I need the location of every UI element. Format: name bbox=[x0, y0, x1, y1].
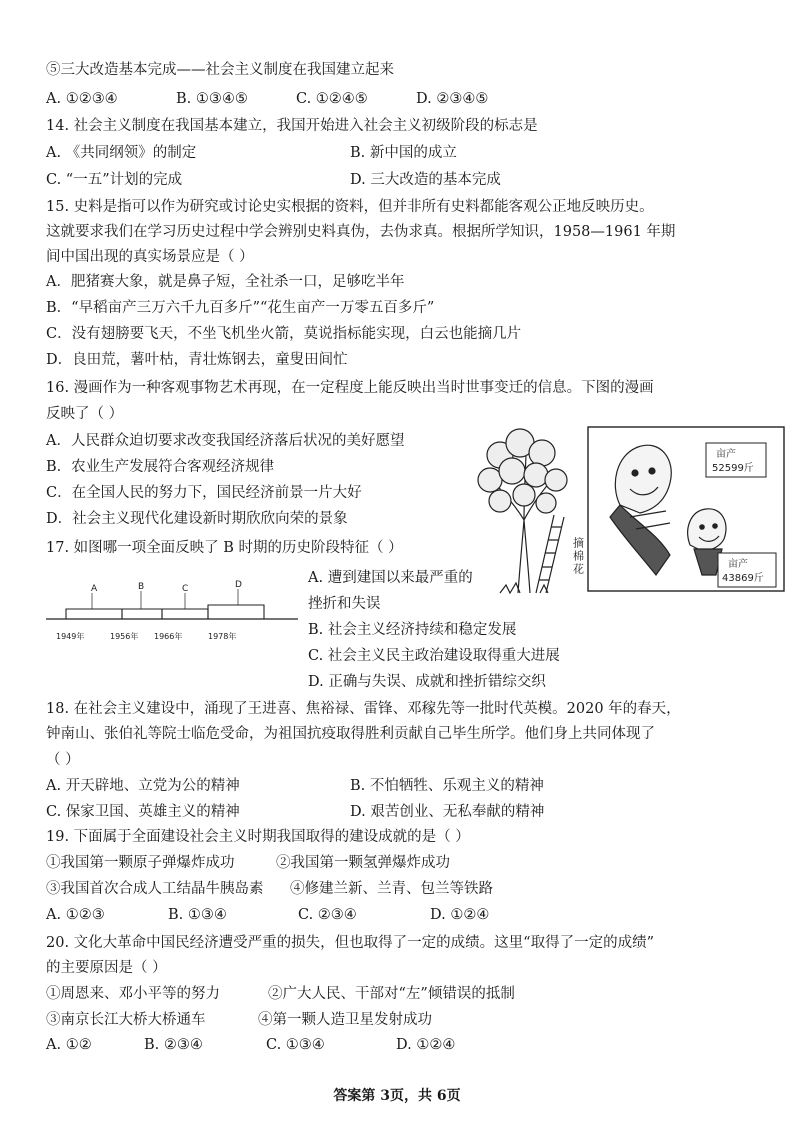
q13-option-d: D. ②③④⑤ bbox=[416, 91, 489, 107]
q20-items-row2 bbox=[46, 1010, 746, 1030]
cotton-tree-illustration bbox=[478, 429, 567, 593]
q18-options-row1 bbox=[46, 776, 746, 796]
q16-stem-line2: 反映了（ ） bbox=[46, 406, 124, 422]
q19-option-b: B. ①③④ bbox=[168, 907, 227, 923]
q18-option-b: B. 不怕牺牲、乐观主义的精神 bbox=[350, 778, 544, 794]
q18-option-c: C. 保家卫国、英雄主义的精神 bbox=[46, 804, 240, 820]
q18-stem-line2: 钟南山、张伯礼等院士临危受命，为祖国抗疫取得胜利贡献自己毕生所学。他们身上共同体现了 bbox=[46, 726, 655, 742]
q17-option-a-line2: 挫折和失误 bbox=[308, 596, 381, 612]
q17-option-c: C. 社会主义民主政治建设取得重大进展 bbox=[308, 648, 560, 664]
q15-option-a: A．肥猪赛大象，就是鼻子短，全社杀一口，足够吃半年 bbox=[46, 274, 405, 290]
q13-option-c: C. ①②④⑤ bbox=[296, 91, 368, 107]
q13-item5: ⑤三大改造基本完成——社会主义制度在我国建立起来 bbox=[46, 62, 394, 78]
q16-option-d: D．社会主义现代化建设新时期欣欣向荣的景象 bbox=[46, 511, 348, 527]
q13-options bbox=[46, 89, 746, 109]
q16-cartoon-image bbox=[470, 425, 788, 595]
q15-stem-line3: 间中国出现的真实场景应是（ ） bbox=[46, 249, 254, 265]
timeline-label-d: D bbox=[235, 580, 242, 590]
q14-stem: 14. 社会主义制度在我国基本建立，我国开始进入社会主义初级阶段的标志是 bbox=[46, 118, 538, 134]
cartoon-caption: 摘棉花 bbox=[571, 537, 585, 576]
q19-item-1: ①我国第一颗原子弹爆炸成功 bbox=[46, 855, 235, 871]
timeline-label-a: A bbox=[91, 584, 98, 594]
q18-option-d: D. 艰苦创业、无私奉献的精神 bbox=[350, 804, 545, 820]
q14-options-row2 bbox=[46, 170, 746, 190]
q15-option-b: B．“早稻亩产三万六千九百多斤”“花生亩产一万零五百多斤” bbox=[46, 300, 435, 316]
q14-option-a: A. 《共同纲领》的制定 bbox=[46, 145, 197, 161]
q20-item-4: ④第一颗人造卫星发射成功 bbox=[258, 1012, 432, 1028]
q19-item-2: ②我国第一颗氢弹爆炸成功 bbox=[276, 855, 450, 871]
q18-stem-line3: （ ） bbox=[46, 752, 80, 768]
timeline-year-1949: 1949年 bbox=[56, 632, 85, 641]
q19-items-row1 bbox=[46, 853, 746, 873]
q14-option-b: B. 新中国的成立 bbox=[350, 145, 457, 161]
timeline-bracket-b bbox=[122, 609, 162, 619]
q14-option-c: C. “一五”计划的完成 bbox=[46, 172, 183, 188]
q17-option-b: B. 社会主义经济持续和稳定发展 bbox=[308, 622, 517, 638]
q16-option-c: C．在全国人民的努力下，国民经济前景一片大好 bbox=[46, 485, 362, 501]
timeline-year-1956: 1956年 bbox=[110, 632, 139, 641]
timeline-label-c: C bbox=[182, 584, 189, 594]
timeline-bracket-c bbox=[162, 609, 208, 619]
q19-items-row2 bbox=[46, 879, 746, 899]
q20-item-2: ②广大人民、干部对“左”倾错误的抵制 bbox=[268, 986, 515, 1002]
q18-stem-line1: 18. 在社会主义建设中，涌现了王进喜、焦裕禄、雷锋、邓稼先等一批时代英模。2020 年的春天， bbox=[46, 701, 681, 717]
timeline-year-1978: 1978年 bbox=[208, 632, 237, 641]
q16-option-b: B．农业生产发展符合客观经济规律 bbox=[46, 459, 275, 475]
q18-option-a: A. 开天辟地、立党为公的精神 bbox=[46, 778, 240, 794]
q17-option-a-line1: A. 遭到建国以来最严重的 bbox=[308, 570, 473, 586]
cartoon-tag2-label: 亩产 bbox=[728, 559, 748, 570]
q20-stem-line2: 的主要原因是（ ） bbox=[46, 960, 167, 976]
cartoon-tag2-value: 43869斤 bbox=[722, 573, 764, 584]
q15-stem-line1: 15. 史料是指可以作为研究或讨论史实根据的资料，但并非所有史料都能客观公正地反映历史。 bbox=[46, 199, 654, 215]
timeline-year-1966: 1966年 bbox=[154, 632, 183, 641]
q14-options-row1 bbox=[46, 143, 746, 163]
q15-stem-line2: 这就要求我们在学习历史过程中学会辨别史料真伪，去伪求真。根据所学知识，1958—1961 年期 bbox=[46, 224, 676, 240]
q20-item-1: ①周恩来、邓小平等的努力 bbox=[46, 986, 220, 1002]
q17-stem: 17. 如图哪一项全面反映了 B 时期的历史阶段特征（ ） bbox=[46, 540, 403, 556]
q20-option-b: B. ②③④ bbox=[144, 1037, 203, 1053]
q16-stem-line1: 16. 漫画作为一种客观事物艺术再现，在一定程度上能反映出当时世事变迁的信息。下图的漫画 bbox=[46, 380, 654, 396]
q19-stem: 19. 下面属于全面建设社会主义时期我国取得的建设成就的是（ ） bbox=[46, 829, 470, 845]
q20-option-a: A. ①② bbox=[46, 1037, 92, 1053]
q19-option-a: A. ①②③ bbox=[46, 907, 105, 923]
cartoon-tag1-label: 亩产 bbox=[716, 449, 736, 460]
q19-options bbox=[46, 905, 746, 925]
q20-options bbox=[46, 1035, 746, 1055]
q17-timeline-diagram bbox=[42, 575, 302, 647]
q19-item-4: ④修建兰新、兰青、包兰等铁路 bbox=[290, 881, 493, 897]
q19-option-d: D. ①②④ bbox=[430, 907, 490, 923]
timeline-bracket-a bbox=[66, 609, 122, 619]
q15-option-c: C．没有翅膀要飞天，不坐飞机坐火箭，莫说指标能实现，白云也能摘几片 bbox=[46, 326, 522, 342]
q20-items-row1 bbox=[46, 984, 746, 1004]
q19-item-3: ③我国首次合成人工结晶牛胰岛素 bbox=[46, 881, 264, 897]
q16-option-a: A．人民群众迫切要求改变我国经济落后状况的美好愿望 bbox=[46, 433, 405, 449]
cartoon-tag1-value: 52599斤 bbox=[712, 463, 754, 474]
q13-option-b: B. ①③④⑤ bbox=[176, 91, 248, 107]
timeline-label-b: B bbox=[138, 582, 145, 592]
q17-option-d: D. 正确与失误、成就和挫折错综交织 bbox=[308, 674, 546, 690]
q14-option-d: D. 三大改造的基本完成 bbox=[350, 172, 501, 188]
q20-stem-line1: 20. 文化大革命中国民经济遭受严重的损失，但也取得了一定的成绩。这里“取得了一定的成绩” bbox=[46, 935, 654, 951]
timeline-bracket-d bbox=[208, 605, 264, 619]
q18-options-row2 bbox=[46, 802, 746, 822]
q19-option-c: C. ②③④ bbox=[298, 907, 357, 923]
q15-option-d: D．良田荒，薯叶枯，青壮炼钢去，童叟田间忙 bbox=[46, 352, 348, 368]
q20-option-c: C. ①③④ bbox=[266, 1037, 325, 1053]
page-footer: 答案第 3页，共 6页 bbox=[333, 1088, 461, 1104]
q20-item-3: ③南京长江大桥大桥通车 bbox=[46, 1012, 206, 1028]
q20-option-d: D. ①②④ bbox=[396, 1037, 456, 1053]
q13-option-a: A. ①②③④ bbox=[46, 91, 118, 107]
